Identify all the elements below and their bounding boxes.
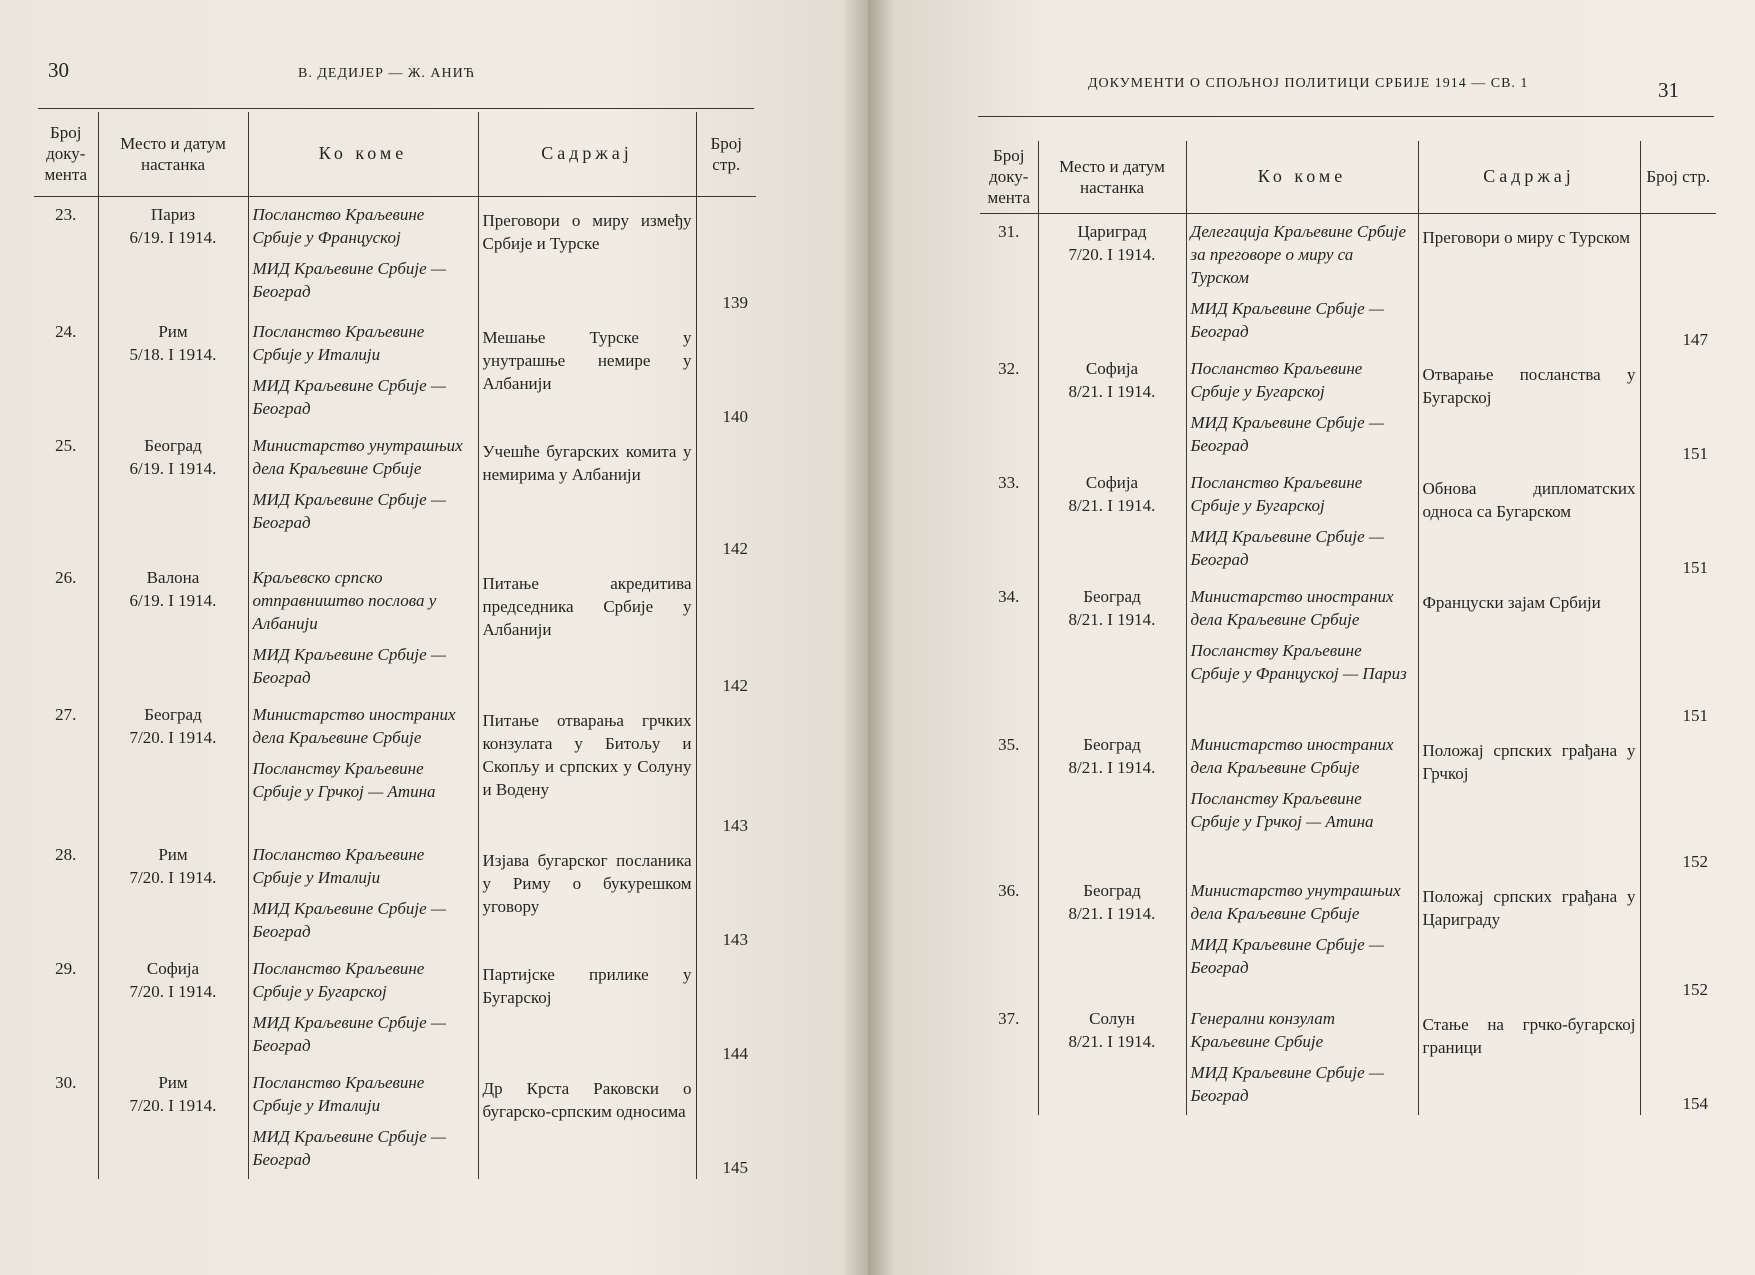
header-to-whom: Ко коме <box>248 112 478 196</box>
sender-recipient-cell <box>248 697 478 837</box>
page-ref: 151 <box>1640 465 1716 579</box>
header-doc-number: Број доку-мента <box>980 141 1038 213</box>
place: Београд <box>1083 586 1141 606</box>
toc-row <box>34 951 756 1065</box>
toc-row <box>34 697 756 837</box>
sender: Посланство Краљевине Србије у Италији <box>252 322 425 364</box>
page-ref: 140 <box>696 314 756 428</box>
toc-row <box>980 1001 1716 1115</box>
left-page-number: 30 <box>48 58 69 82</box>
header-place-date: Место и датум настанка <box>1038 141 1186 213</box>
date: 8/21. I 1914. <box>1068 381 1156 401</box>
subject: Положај српских грађана у Грчкој <box>1418 727 1640 873</box>
recipient: МИД Краљевине Србије — Београд <box>252 1127 447 1169</box>
page-ref: 142 <box>696 428 756 560</box>
date: 6/19. I 1914. <box>129 591 217 610</box>
toc-row <box>34 196 756 314</box>
sender-recipient-cell <box>248 837 478 951</box>
sender-recipient-cell <box>1186 351 1418 465</box>
sender: Посланство Краљевине Србије у Италији <box>252 845 425 887</box>
recipient: МИД Краљевине Србије — Београд <box>1190 298 1385 341</box>
right-toc-table <box>980 141 1716 1115</box>
place: Солун <box>1089 1008 1135 1028</box>
place-date-cell <box>1038 351 1186 465</box>
doc-number: 23. <box>55 204 77 224</box>
right-top-rule <box>978 116 1714 117</box>
date: 5/18. I 1914. <box>129 345 217 364</box>
subject: Мешање Турске у унутрашње немире у Албанији <box>478 314 696 428</box>
subject: Обнова дипломатских односа са Бугарском <box>1418 465 1640 579</box>
place: Београд <box>1083 880 1141 900</box>
sender-recipient-cell <box>248 951 478 1065</box>
date: 7/20. I 1914. <box>129 1096 217 1115</box>
place: Рим <box>158 845 188 864</box>
recipient: МИД Краљевине Србије — Београд <box>1190 412 1385 455</box>
sender-recipient-cell <box>1186 579 1418 727</box>
page-ref: 147 <box>1640 213 1716 351</box>
place: Цариград <box>1077 221 1147 241</box>
place: Валона <box>146 568 200 587</box>
recipient: Посланству Краљевине Србије у Грчкој — Атина <box>252 759 436 801</box>
doc-number: 24. <box>55 322 77 341</box>
date: 7/20. I 1914. <box>129 868 217 887</box>
toc-row <box>34 1065 756 1179</box>
doc-number: 32. <box>998 358 1020 378</box>
right-running-head: ДОКУМЕНТИ О СПОЉНОЈ ПОЛИТИЦИ СРБИЈЕ 1914 — СВ. 1 <box>1088 76 1529 91</box>
sender: Посланство Краљевине Србије у Бугарској <box>1190 358 1363 401</box>
doc-number: 36. <box>998 880 1020 900</box>
place: Београд <box>1083 734 1141 754</box>
recipient: МИД Краљевине Србије — Београд <box>1190 934 1385 977</box>
toc-row <box>34 428 756 560</box>
place: Софија <box>146 959 200 978</box>
toc-row <box>980 727 1716 873</box>
place: Софија <box>1085 358 1139 378</box>
place: Софија <box>1085 472 1139 492</box>
place-date-cell <box>1038 873 1186 1001</box>
page-ref: 152 <box>1640 727 1716 873</box>
doc-number: 33. <box>998 472 1020 492</box>
sender: Министарство иностраних дела Краљевине Србије <box>1190 586 1394 629</box>
sender-recipient-cell <box>248 560 478 697</box>
subject: Питање акредитива председника Србије у Албанији <box>478 560 696 697</box>
date: 6/19. I 1914. <box>129 227 217 247</box>
date: 8/21. I 1914. <box>1068 495 1156 515</box>
toc-row <box>980 873 1716 1001</box>
page-ref: 152 <box>1640 873 1716 1001</box>
page-ref: 143 <box>696 837 756 951</box>
subject: Отварање посланства у Бугарској <box>1418 351 1640 465</box>
place-date-cell <box>98 196 248 314</box>
place-date-cell <box>1038 465 1186 579</box>
page-ref: 151 <box>1640 579 1716 727</box>
subject: Питање отварања грчких конзулата у Битољу и Скопљу и српских у Солуну и Водену <box>478 697 696 837</box>
sender: Краљевско српско отправништво послова у Албанији <box>252 568 437 633</box>
place-date-cell <box>1038 1001 1186 1115</box>
sender-recipient-cell <box>248 196 478 314</box>
subject: Преговори о миру између Србије и Турске <box>478 196 696 314</box>
recipient: МИД Краљевине Србије — Београд <box>1190 1062 1385 1105</box>
sender: Посланство Краљевине Србије у Француској <box>252 204 425 247</box>
toc-row <box>980 579 1716 727</box>
place-date-cell <box>1038 213 1186 351</box>
left-page <box>0 0 868 1275</box>
page-ref: 144 <box>696 951 756 1065</box>
toc-row <box>34 314 756 428</box>
subject: Стање на грчко-бугарској граници <box>1418 1001 1640 1115</box>
sender: Министарство иностраних дела Краљевине Србије <box>252 705 456 747</box>
sender: Делегација Краљевине Србије за преговоре о миру са Турском <box>1190 221 1407 287</box>
doc-number: 31. <box>998 221 1020 241</box>
sender-recipient-cell <box>248 428 478 560</box>
recipient: МИД Краљевине Србије — Београд <box>252 258 447 301</box>
place-date-cell <box>98 1065 248 1179</box>
place: Рим <box>158 1073 188 1092</box>
place: Рим <box>158 322 188 341</box>
date: 7/20. I 1914. <box>1068 244 1156 264</box>
doc-number: 25. <box>55 436 77 455</box>
recipient: МИД Краљевине Србије — Београд <box>252 1013 447 1055</box>
subject: Партијске прилике у Бугарској <box>478 951 696 1065</box>
sender: Министарство унутрашњих дела Краљевине Србије <box>252 436 463 478</box>
recipient: МИД Краљевине Србије — Београд <box>252 490 447 532</box>
recipient: МИД Краљевине Србије — Београд <box>252 645 447 687</box>
date: 8/21. I 1914. <box>1068 903 1156 923</box>
toc-row <box>980 465 1716 579</box>
header-doc-number: Број доку-мента <box>34 112 98 196</box>
page-ref: 151 <box>1640 351 1716 465</box>
place-date-cell <box>1038 579 1186 727</box>
toc-row <box>980 351 1716 465</box>
page-ref: 139 <box>696 196 756 314</box>
page-ref: 154 <box>1640 1001 1716 1115</box>
sender-recipient-cell <box>248 1065 478 1179</box>
date: 8/21. I 1914. <box>1068 1031 1156 1051</box>
place-date-cell <box>98 428 248 560</box>
subject: Учешће бугарских комита у немирима у Албанији <box>478 428 696 560</box>
header-content: Садржај <box>478 112 696 196</box>
toc-row <box>34 837 756 951</box>
place-date-cell <box>98 837 248 951</box>
doc-number: 34. <box>998 586 1020 606</box>
place: Београд <box>144 436 202 455</box>
place-date-cell <box>98 951 248 1065</box>
right-page <box>868 0 1755 1275</box>
doc-number: 27. <box>55 705 77 724</box>
doc-number: 35. <box>998 734 1020 754</box>
sender-recipient-cell <box>1186 727 1418 873</box>
sender-recipient-cell <box>1186 213 1418 351</box>
header-page-number: Број стр. <box>696 112 756 196</box>
doc-number: 37. <box>998 1008 1020 1028</box>
sender: Посланство Краљевине Србије у Бугарској <box>1190 472 1363 515</box>
header-page-number: Број стр. <box>1640 141 1716 213</box>
sender: Генерални конзулат Краљевине Србије <box>1190 1008 1336 1051</box>
recipient: Посланству Краљевине Србије у Грчкој — Атина <box>1190 788 1374 831</box>
subject: Др Крста Раковски о бугарско-српским односима <box>478 1065 696 1179</box>
subject: Француски зајам Србији <box>1418 579 1640 727</box>
doc-number: 30. <box>55 1073 77 1092</box>
doc-number: 28. <box>55 845 77 864</box>
date: 8/21. I 1914. <box>1068 757 1156 777</box>
date: 7/20. I 1914. <box>129 982 217 1001</box>
recipient: Посланству Краљевине Србије у Француској — Париз <box>1190 640 1407 683</box>
header-to-whom: Ко коме <box>1186 141 1418 213</box>
header-content: Садржај <box>1418 141 1640 213</box>
subject: Изјава бугарског посланика у Риму о букурешком уговору <box>478 837 696 951</box>
date: 8/21. I 1914. <box>1068 609 1156 629</box>
sender-recipient-cell <box>248 314 478 428</box>
left-top-rule <box>38 108 754 109</box>
sender: Посланство Краљевине Србије у Бугарској <box>252 959 425 1001</box>
sender: Посланство Краљевине Србије у Италији <box>252 1073 425 1115</box>
toc-row <box>980 213 1716 351</box>
page-ref: 145 <box>696 1065 756 1179</box>
left-running-head: В. ДЕДИЈЕР — Ж. АНИЋ <box>298 66 476 81</box>
place-date-cell <box>1038 727 1186 873</box>
sender-recipient-cell <box>1186 1001 1418 1115</box>
recipient: МИД Краљевине Србије — Београд <box>252 376 447 418</box>
place-date-cell <box>98 697 248 837</box>
sender: Министарство унутрашњих дела Краљевине Србије <box>1190 880 1401 923</box>
left-toc-table <box>34 112 756 1179</box>
doc-number: 29. <box>55 959 77 978</box>
place: Париз <box>150 204 196 224</box>
sender-recipient-cell <box>1186 465 1418 579</box>
subject: Положај српских грађана у Цариграду <box>1418 873 1640 1001</box>
right-page-number: 31 <box>1658 78 1679 102</box>
sender: Министарство иностраних дела Краљевине Србије <box>1190 734 1394 777</box>
place-date-cell <box>98 560 248 697</box>
date: 6/19. I 1914. <box>129 459 217 478</box>
place-date-cell <box>98 314 248 428</box>
page-ref: 142 <box>696 560 756 697</box>
page-ref: 143 <box>696 697 756 837</box>
toc-row <box>34 560 756 697</box>
sender-recipient-cell <box>1186 873 1418 1001</box>
date: 7/20. I 1914. <box>129 728 217 747</box>
recipient: МИД Краљевине Србије — Београд <box>252 899 447 941</box>
doc-number: 26. <box>55 568 77 587</box>
header-place-date: Место и датум настанка <box>98 112 248 196</box>
subject: Преговори о миру с Турском <box>1418 213 1640 351</box>
place: Београд <box>144 705 202 724</box>
recipient: МИД Краљевине Србије — Београд <box>1190 526 1385 569</box>
